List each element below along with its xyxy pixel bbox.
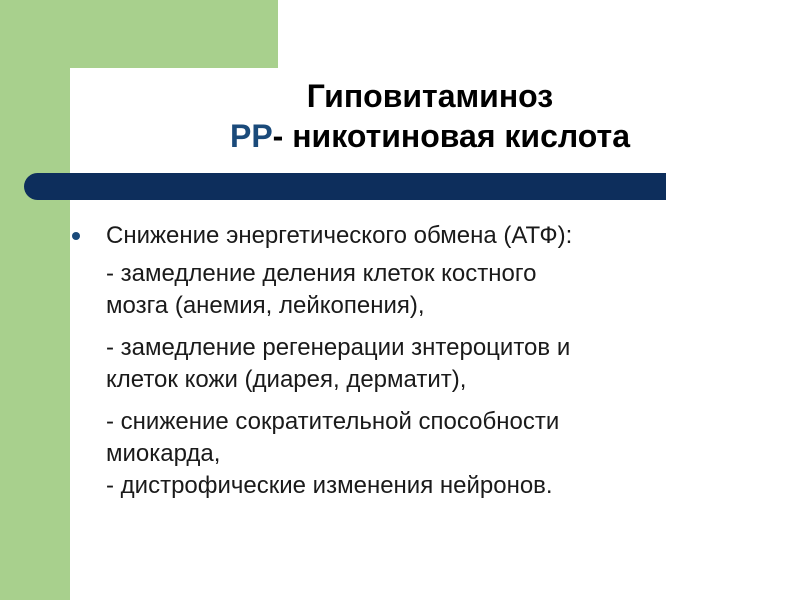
sub-item-3 bbox=[106, 406, 752, 502]
green-top-band bbox=[0, 0, 278, 68]
title-line-2 bbox=[150, 116, 710, 156]
slide-title bbox=[150, 76, 710, 156]
bullet-item bbox=[72, 220, 752, 252]
sub-item-line: - дистрофические изменения нейронов. bbox=[106, 472, 553, 499]
sub-item-line: - замедление регенерации знтероцитов и bbox=[106, 334, 571, 361]
sub-item-line: миокарда, bbox=[106, 440, 221, 467]
bullet-text: Снижение энергетического обмена (АТФ): bbox=[106, 222, 573, 249]
title-line-1: Гиповитаминоз bbox=[306, 78, 554, 114]
sub-item-1 bbox=[106, 258, 752, 322]
title-rest: - никотиновая кислота bbox=[272, 118, 630, 154]
sub-item-line: - замедление деления клеток костного bbox=[106, 260, 537, 287]
title-underline-bar bbox=[24, 173, 666, 200]
title-prefix: РР bbox=[229, 118, 273, 154]
green-side-band bbox=[0, 0, 70, 600]
sub-item-line: клеток кожи (диарея, дерматит), bbox=[106, 366, 467, 393]
sub-item-line: мозга (анемия, лейкопения), bbox=[106, 292, 425, 319]
bullet-dot-icon bbox=[72, 232, 80, 240]
sub-item-line: - снижение сократительной способности bbox=[106, 408, 560, 435]
slide-body bbox=[72, 220, 752, 512]
sub-item-2 bbox=[106, 332, 752, 396]
